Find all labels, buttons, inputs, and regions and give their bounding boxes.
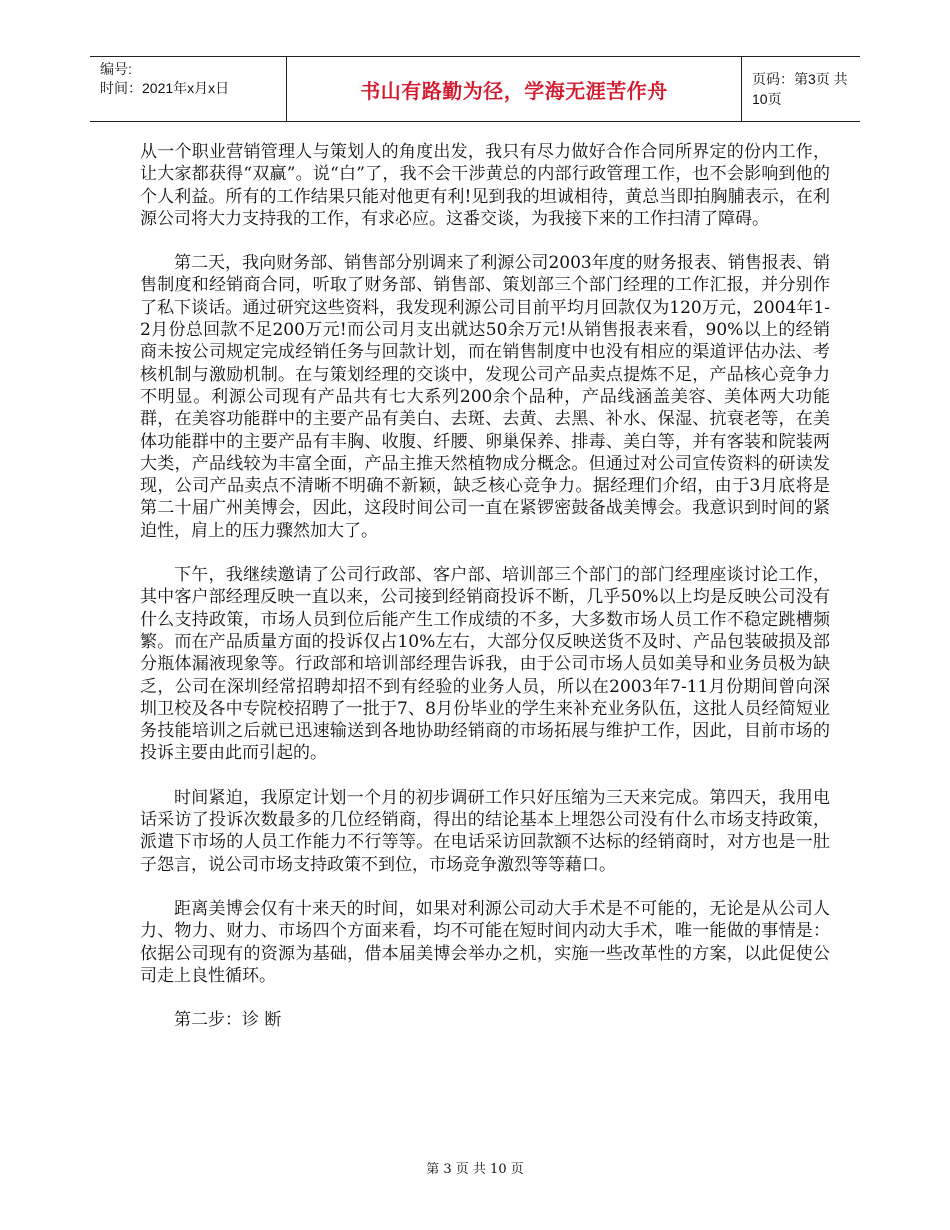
page-footer: 第 3 页 共 10 页: [426, 1162, 524, 1177]
paragraph: 下午，我继续邀请了公司行政部、客户部、培训部三个部门的部门经理座谈讨论工作，其中客户部经理反映一直以来，公司接到经销商投诉不断，几乎50%以上均是反映公司没有什么支持政策，市场人员到位后能产生工作成绩的不多，大多数市场人员工作不稳定跳槽频繁。而在产品质量方面的投诉仅占10%左右，大部分仅反映送货不及时、产品包装破损及部分瓶体漏液现象等。行政部和培训部经理告诉我，由于公司市场人员如美导和业务员极为缺乏，公司在深圳经常招聘却招不到有经验的业务人员，所以在2003年7-11月份期间曾向深圳卫校及各中专院校招聘了一批于7、8月份毕业的学生来补充业务队伍，这批人员经简短业务技能培训之后就已迅速输送到各地协助经销商的市场拓展与维护工作，因此，目前市场的投诉主要由此而引起的。: [140, 565, 830, 764]
page-header: [90, 56, 860, 122]
header-page-info: 页码：第3页 共10页: [752, 71, 848, 107]
paragraph: 第二天，我向财务部、销售部分别调来了利源公司2003年度的财务报表、销售报表、销售制度和经销商合同，听取了财务部、销售部、策划部三个部门经理的工作汇报，并分别作了私下谈话。通过研究这些资料，我发现利源公司目前平均月回款仅为120万元，2004年1-2月份总回款不足200万元!而公司月支出就达50余万元!从销售报表来看，90%以上的经销商未按公司规定完成经销任务与回款计划，而在销售制度中也没有相应的渠道评估办法、考核机制与激励机制。在与策划经理的交谈中，发现公司产品卖点提炼不足，产品核心竞争力不明显。利源公司现有产品共有七大系列200余个品种，产品线涵盖美容、美体两大功能群，在美容功能群中的主要产品有美白、去斑、去黄、去黑、补水、保湿、抗衰老等，在美体功能群中的主要产品有丰胸、收腹、纤腰、卵巢保养、排毒、美白等，并有客装和院装两大类，产品线较为丰富全面，产品主推天然植物成分概念。但通过对公司宣传资料的研读发现，公司产品卖点不清晰不明确不新颖，缺乏核心竞争力。据经理们介绍，由于3月底将是第二十届广州美博会，因此，这段时间公司一直在紧锣密鼓备战美博会。我意识到时间的紧迫性，肩上的压力骤然加大了。: [140, 253, 830, 541]
header-motto-cell: [286, 57, 742, 121]
header-motto: 书山有路勤为径，学海无涯苦作舟: [360, 78, 668, 103]
paragraph: 从一个职业营销管理人与策划人的角度出发，我只有尽力做好合作合同所界定的份内工作，让大家都获得“双赢”。说“白”了，我不会干涉黄总的内部行政管理工作，也不会影响到他的个人利益。所有的工作结果只能对他更有利!见到我的坦诚相待，黄总当即拍胸脯表示，在利源公司将大力支持我的工作，有求必应。这番交谈，为我接下来的工作扫清了障碍。: [140, 142, 830, 229]
document-date: 时间：2021年x月x日: [100, 80, 230, 96]
section-heading: 第二步：诊 断: [174, 1010, 282, 1031]
paragraph: 时间紧迫，我原定计划一个月的初步调研工作只好压缩为三天来完成。第四天，我用电话采访了投诉次数最多的几位经销商，得出的结论基本上埋怨公司没有什么市场支持政策，派遣下市场的人员工作能力不行等等。在电话采访回款额不达标的经销商时，对方也是一肚子怨言，说公司市场支持政策不到位，市场竞争激烈等等藉口。: [140, 787, 830, 875]
header-page-info-cell: [742, 57, 860, 121]
document-body: [140, 141, 830, 1053]
header-meta: [90, 57, 286, 121]
paragraph: 距离美博会仅有十来天的时间，如果对利源公司动大手术是不可能的，无论是从公司人力、物力、财力、市场四个方面来看，均不可能在短时间内动大手术，唯一能做的事情是：依据公司现有的资源为基础，借本届美博会举办之机，实施一些改革性的方案，以此促使公司走上良性循环。: [140, 898, 830, 986]
document-number-label: 编号:: [100, 61, 132, 77]
